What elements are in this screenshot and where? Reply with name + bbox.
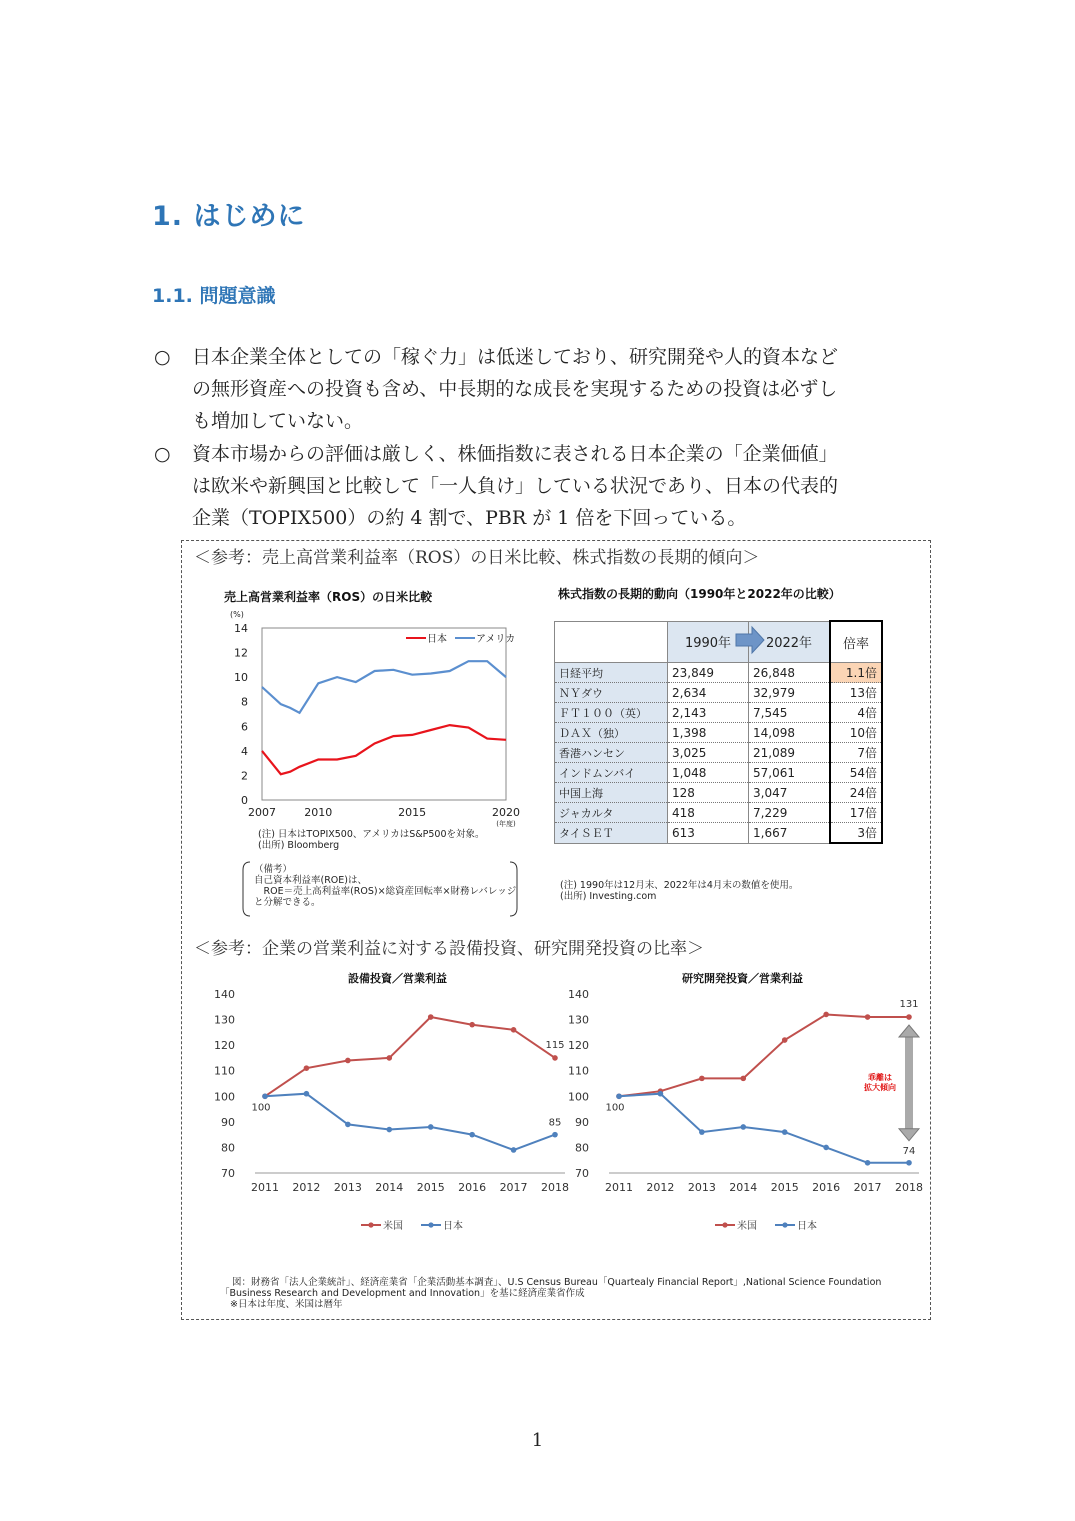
reference-caption-2: ＜参考：企業の営業利益に対する設備投資、研究開発投資の比率＞ xyxy=(194,939,704,959)
y-tick-label: 0 xyxy=(241,794,248,807)
x-tick-label: 2014 xyxy=(729,1181,758,1194)
table-cell: 14,098 xyxy=(749,723,831,743)
x-tick-label: 2016 xyxy=(812,1181,841,1194)
data-point-us xyxy=(823,1012,829,1018)
data-label-us-end: 131 xyxy=(899,999,919,1011)
paragraph-1 xyxy=(154,341,924,437)
x-tick-label: 2020 xyxy=(492,806,520,819)
table-cell: 17倍 xyxy=(830,803,882,823)
x-tick-label: 2018 xyxy=(895,1181,923,1194)
table-cell: 中国上海 xyxy=(555,783,668,803)
table-cell: 57,061 xyxy=(749,763,831,783)
x-tick-label: 2015 xyxy=(416,1181,445,1194)
table-row xyxy=(555,703,883,723)
data-point-japan xyxy=(699,1129,705,1135)
table-note-line: (注) 1990年は12月末、2022年は4月末の数値を使用。 xyxy=(560,880,799,891)
table-cell: 24倍 xyxy=(830,783,882,803)
legend-marker-us xyxy=(368,1222,373,1227)
data-point-us xyxy=(865,1014,871,1020)
plot-area xyxy=(262,628,506,800)
data-label-start: 100 xyxy=(605,1102,625,1114)
paragraph-line: 日本企業全体としての「稼ぐ力」は低迷しており、研究開発や人的資本など xyxy=(192,346,839,368)
paragraph-2 xyxy=(154,438,924,534)
x-tick-label: 2007 xyxy=(248,806,276,819)
table-row xyxy=(555,803,883,823)
biko-line: ROE＝売上高利益率(ROS)×総資産回転率×財務レバレッジ xyxy=(254,886,517,897)
data-point-japan xyxy=(740,1124,746,1130)
x-tick-label: 2016 xyxy=(458,1181,487,1194)
paragraph-line: 資本市場からの評価は厳しく、株価指数に表される日本企業の「企業価値」 xyxy=(192,443,838,465)
table-cell: 26,848 xyxy=(749,663,831,683)
data-point-us xyxy=(511,1027,517,1033)
data-point-us xyxy=(386,1055,392,1061)
legend-label-us: 米国 xyxy=(383,1221,403,1232)
ros-note-line: (注) 日本はTOPIX500、アメリカはS&P500を対象。 xyxy=(258,829,485,840)
paragraph-line: は欧米や新興国と比較して「一人負け」している状況であり、日本の代表的 xyxy=(192,475,839,497)
gap-annotation-line: 拡大傾向 xyxy=(864,1083,896,1092)
paragraph-line: 企業（TOPIX500）の約 4 割で、PBR が 1 倍を下回っている。 xyxy=(192,507,747,529)
y-tick-label: 8 xyxy=(241,695,248,709)
table-cell: 1.1倍 xyxy=(830,663,882,683)
legend-marker-japan xyxy=(428,1222,433,1227)
table-row xyxy=(555,663,883,683)
y-tick-label: 90 xyxy=(221,1115,235,1129)
table-cell: 10倍 xyxy=(830,723,882,743)
data-point-japan xyxy=(906,1160,912,1166)
y-tick-label: 6 xyxy=(241,720,248,734)
data-point-us xyxy=(428,1014,434,1020)
table-cell: 7倍 xyxy=(830,743,882,763)
x-tick-label: 2010 xyxy=(304,806,333,819)
table-cell: 7,545 xyxy=(749,703,831,723)
data-point-us xyxy=(906,1014,912,1020)
data-point-japan xyxy=(386,1127,392,1133)
y-tick-label: 4 xyxy=(241,744,248,758)
y-axis-unit: (%) xyxy=(230,610,244,619)
x-tick-label: 2012 xyxy=(646,1181,675,1194)
data-point-us xyxy=(740,1076,746,1082)
table-cell: 1,667 xyxy=(749,823,831,844)
y-tick-label: 80 xyxy=(221,1141,235,1155)
table-cell: 128 xyxy=(668,783,749,803)
y-tick-label: 70 xyxy=(221,1167,235,1180)
table-row xyxy=(555,683,883,703)
table-header-cell: 1990年 xyxy=(668,621,749,663)
subsection-heading: 1.1. 問題意識 xyxy=(152,285,276,307)
y-tick-label: 70 xyxy=(575,1167,589,1180)
x-tick-label: 2011 xyxy=(605,1181,633,1194)
y-tick-label: 100 xyxy=(568,1090,589,1104)
table-row xyxy=(555,823,883,844)
table-header-row xyxy=(555,621,883,663)
biko-line: （備考） xyxy=(254,864,293,875)
table-note-line: (出所) Investing.com xyxy=(560,891,657,902)
data-point-us xyxy=(782,1037,788,1043)
table-header-cell xyxy=(555,621,668,663)
table-cell: タイＳＥＴ xyxy=(555,823,668,844)
biko-line: と分解できる。 xyxy=(254,897,321,908)
y-tick-label: 120 xyxy=(568,1039,589,1053)
table-cell: 2,143 xyxy=(668,703,749,723)
series-line-japan xyxy=(619,1094,909,1163)
rd-chart-title: 研究開発投資／営業利益 xyxy=(682,972,803,985)
table-cell: ジャカルタ xyxy=(555,803,668,823)
table-cell: 418 xyxy=(668,803,749,823)
x-tick-label: 2015 xyxy=(398,806,427,819)
legend-label-japan: 日本 xyxy=(443,1221,463,1232)
legend-label-japan: 日本 xyxy=(797,1221,817,1232)
table-cell: 1,398 xyxy=(668,723,749,743)
x-tick-label: 2015 xyxy=(770,1181,799,1194)
data-point-us xyxy=(469,1022,475,1028)
table-cell: 3倍 xyxy=(830,823,882,844)
table-row xyxy=(555,743,883,763)
y-tick-label: 130 xyxy=(568,1013,589,1027)
series-line-japan xyxy=(262,725,506,774)
data-point-japan xyxy=(304,1091,310,1097)
y-tick-label: 90 xyxy=(575,1115,589,1129)
arrow-right-icon xyxy=(736,626,766,654)
biko-note xyxy=(254,864,516,908)
data-label-start: 100 xyxy=(251,1102,271,1114)
source-notes xyxy=(220,1277,920,1310)
y-tick-label: 10 xyxy=(234,671,248,685)
table-cell: 2,634 xyxy=(668,683,749,703)
y-tick-label: 2 xyxy=(241,769,248,783)
rd-line-chart xyxy=(552,984,923,1244)
capex-line-chart xyxy=(196,984,569,1244)
y-tick-label: 12 xyxy=(234,646,248,660)
data-point-japan xyxy=(616,1093,622,1099)
data-point-japan xyxy=(658,1091,664,1097)
page-number: 1 xyxy=(531,1430,544,1451)
index-table xyxy=(554,620,883,844)
legend-label-usa: アメリカ xyxy=(476,634,516,645)
ros-notes xyxy=(258,829,485,851)
y-tick-label: 120 xyxy=(214,1039,235,1053)
table-cell: ＮＹダウ xyxy=(555,683,668,703)
source-note-line: 「Business Research and Development and Innovation」を基に経済産業省作成 xyxy=(220,1288,585,1299)
y-tick-label: 110 xyxy=(214,1064,235,1078)
series-line-japan xyxy=(265,1094,555,1150)
legend-label-us: 米国 xyxy=(737,1221,757,1232)
ros-note-line: (出所) Bloomberg xyxy=(258,840,340,851)
table-cell: 4倍 xyxy=(830,703,882,723)
legend-marker-japan xyxy=(782,1222,787,1227)
table-row xyxy=(555,763,883,783)
table-cell: 3,047 xyxy=(749,783,831,803)
data-point-us xyxy=(699,1076,705,1082)
y-tick-label: 140 xyxy=(214,988,235,1001)
data-point-japan xyxy=(865,1160,871,1166)
data-point-us xyxy=(304,1065,310,1071)
x-tick-label: 2012 xyxy=(292,1181,321,1194)
table-notes xyxy=(560,880,798,902)
data-label-us-end: 115 xyxy=(545,1039,565,1051)
x-tick-label: 2014 xyxy=(375,1181,404,1194)
table-cell: 香港ハンセン xyxy=(555,743,668,763)
y-tick-label: 130 xyxy=(214,1013,235,1027)
series-line-usa xyxy=(262,661,506,713)
table-cell: 1,048 xyxy=(668,763,749,783)
x-tick-label: 2017 xyxy=(853,1181,882,1194)
data-point-japan xyxy=(262,1093,268,1099)
data-point-us xyxy=(345,1058,351,1064)
data-point-japan xyxy=(823,1145,829,1151)
y-tick-label: 80 xyxy=(575,1141,589,1155)
x-tick-label: 2018 xyxy=(541,1181,569,1194)
x-tick-label: 2013 xyxy=(687,1181,716,1194)
table-cell: 54倍 xyxy=(830,763,882,783)
capex-chart-title: 設備投資／営業利益 xyxy=(348,972,447,985)
table-cell: ＦＴ１００（英） xyxy=(555,703,668,723)
bullet-circle: ○ xyxy=(154,443,171,465)
table-cell: 613 xyxy=(668,823,749,844)
source-note-line: ※日本は年度、米国は暦年 xyxy=(230,1299,343,1310)
x-tick-label: 2013 xyxy=(333,1181,362,1194)
table-header-cell: 倍率 xyxy=(830,621,882,663)
table-cell: 3,025 xyxy=(668,743,749,763)
table-header-cell: 2022年 xyxy=(749,621,831,663)
y-tick-label: 14 xyxy=(234,622,248,635)
section-heading: 1. はじめに xyxy=(152,201,306,232)
y-tick-label: 110 xyxy=(568,1064,589,1078)
gap-annotation-line: 乖離は xyxy=(868,1073,892,1082)
table-row xyxy=(555,783,883,803)
table-row xyxy=(555,723,883,743)
table-cell: 13倍 xyxy=(830,683,882,703)
data-point-japan xyxy=(345,1122,351,1128)
data-label-japan-end: 74 xyxy=(902,1145,916,1157)
data-point-japan xyxy=(782,1129,788,1135)
x-tick-label: 2017 xyxy=(499,1181,528,1194)
legend-label-japan: 日本 xyxy=(427,634,447,645)
x-tick-label: 2011 xyxy=(251,1181,279,1194)
reference-caption-1: ＜参考：売上高営業利益率（ROS）の日米比較、株式指数の長期的傾向＞ xyxy=(194,548,760,568)
table-cell: 32,979 xyxy=(749,683,831,703)
paragraph-line: も増加していない。 xyxy=(192,410,364,432)
data-label-japan-end: 85 xyxy=(548,1117,562,1129)
table-cell: 23,849 xyxy=(668,663,749,683)
table-cell: 21,089 xyxy=(749,743,831,763)
ros-line-chart xyxy=(222,606,522,834)
x-axis-unit: (年度) xyxy=(496,820,516,828)
legend-marker-us xyxy=(722,1222,727,1227)
data-point-japan xyxy=(428,1124,434,1130)
biko-line: 自己資本利益率(ROE)は、 xyxy=(254,875,367,886)
y-tick-label: 140 xyxy=(568,988,589,1001)
data-point-japan xyxy=(511,1147,517,1153)
table-cell: 日経平均 xyxy=(555,663,668,683)
y-tick-label: 100 xyxy=(214,1090,235,1104)
table-cell: 7,229 xyxy=(749,803,831,823)
ros-chart-title: 売上高営業利益率（ROS）の日米比較 xyxy=(224,590,433,604)
table-cell: ＤＡＸ（独） xyxy=(555,723,668,743)
bullet-circle: ○ xyxy=(154,346,171,368)
table-cell: インドムンバイ xyxy=(555,763,668,783)
source-note-line: 図：財務省「法人企業統計」、経済産業省「企業活動基本調査」、U.S Census Bureau「Quartealy Financial Report」,National Science Foundation xyxy=(232,1277,882,1288)
data-point-japan xyxy=(469,1132,475,1138)
index-table-title: 株式指数の長期的動向（1990年と2022年の比較） xyxy=(558,587,841,601)
paragraph-line: の無形資産への投資も含め、中長期的な成長を実現するための投資は必ずし xyxy=(192,378,838,400)
